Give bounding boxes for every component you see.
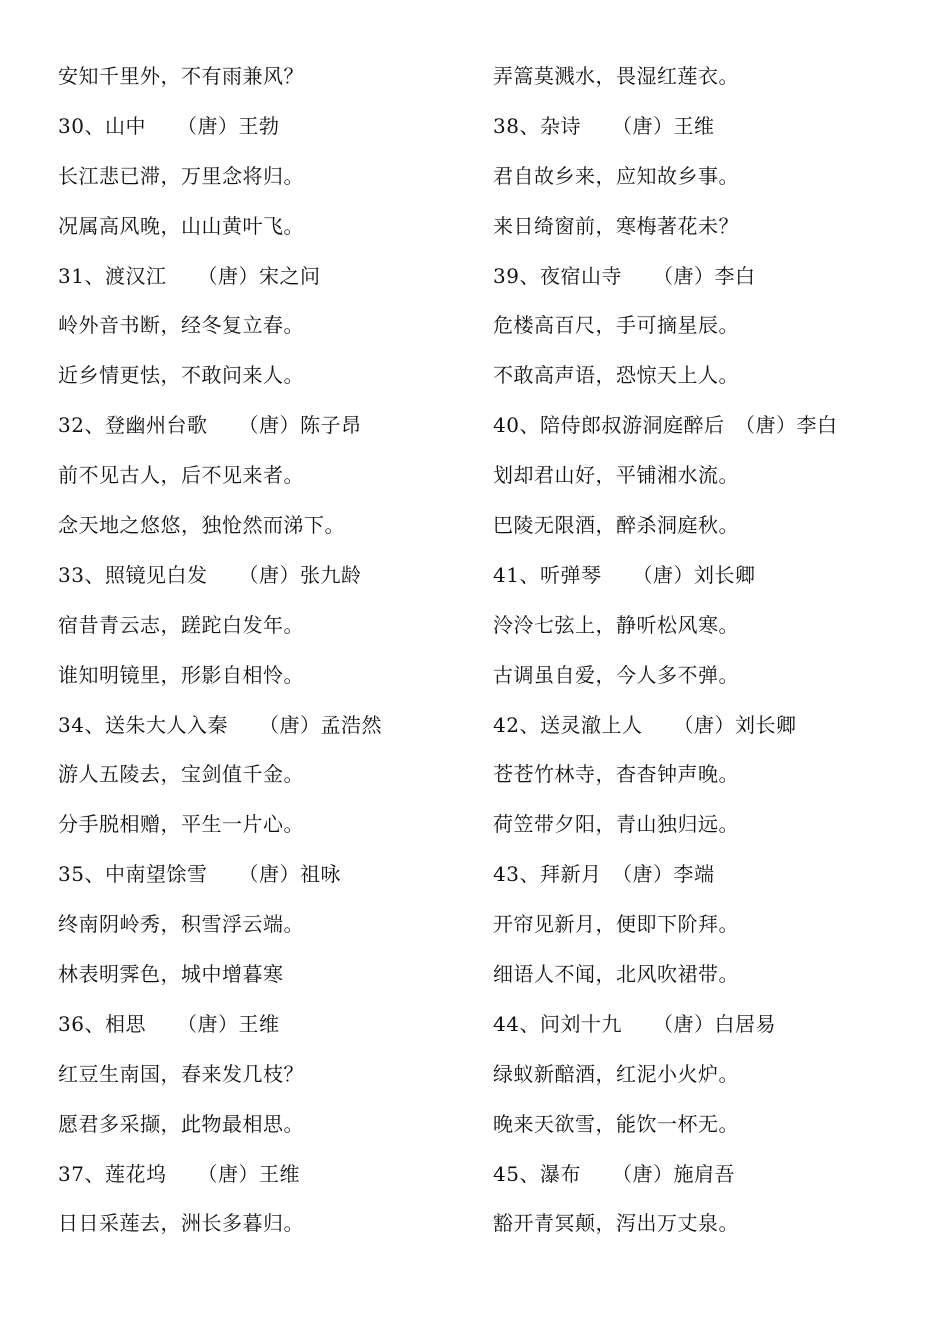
- text-line: 细语人不闻，北风吹裙带。: [493, 962, 739, 987]
- text-line: 日日采莲去，洲长多暮归。: [58, 1211, 304, 1236]
- text-line: 来日绮窗前，寒梅著花未？: [493, 213, 739, 238]
- text-line: 不敢高声语，恐惊天上人。: [493, 363, 739, 388]
- poem-heading: 31、渡汉江 （唐）宋之问: [58, 263, 321, 288]
- text-line: 宿昔青云志，蹉跎白发年。: [58, 612, 304, 637]
- text-line: 苍苍竹林寺，杳杳钟声晚。: [493, 762, 739, 787]
- text-line: 况属高风晚，山山黄叶飞。: [58, 213, 304, 238]
- text-line: 红豆生南国，春来发几枝？: [58, 1061, 304, 1086]
- text-line: 安知千里外，不有雨兼风？: [58, 64, 304, 88]
- poem-heading: 38、杂诗 （唐）王维: [493, 113, 715, 138]
- text-line: 弄篙莫溅水，畏湿红莲衣。: [493, 64, 739, 88]
- text-line: 划却君山好，平铺湘水流。: [493, 463, 739, 488]
- poem-heading: 40、陪侍郎叔游洞庭醉后 （唐）李白: [493, 413, 838, 438]
- poem-heading: 36、相思 （唐）王维: [58, 1011, 280, 1036]
- text-line: 愿君多采撷，此物最相思。: [58, 1111, 304, 1136]
- poem-heading: 41、听弹琴 （唐）刘长卿: [493, 562, 756, 587]
- poem-heading: 45、瀑布 （唐）施肩吾: [493, 1161, 735, 1186]
- poem-heading: 35、中南望馀雪 （唐）祖咏: [58, 862, 341, 887]
- text-line: 近乡情更怯，不敢问来人。: [58, 363, 304, 388]
- poem-heading: 44、问刘十九 （唐）白居易: [493, 1011, 776, 1036]
- poem-heading: 37、莲花坞 （唐）王维: [58, 1161, 300, 1186]
- document-page: [0, 52, 950, 1312]
- text-line: 古调虽自爱，今人多不弹。: [493, 662, 739, 687]
- text-line: 谁知明镜里，形影自相怜。: [58, 662, 304, 687]
- text-line: 巴陵无限酒，醉杀洞庭秋。: [493, 513, 739, 538]
- text-line: 开帘见新月，便即下阶拜。: [493, 912, 739, 937]
- text-line: 岭外音书断，经冬复立春。: [58, 313, 304, 338]
- text-line: 危楼高百尺，手可摘星辰。: [493, 313, 739, 338]
- text-line: 长江悲已滞，万里念将归。: [58, 163, 304, 188]
- poem-heading: 34、送朱大人入秦 （唐）孟浩然: [58, 712, 382, 737]
- text-line: 荷笠带夕阳，青山独归远。: [493, 812, 739, 837]
- text-line: 泠泠七弦上，静听松风寒。: [493, 612, 739, 637]
- text-line: 绿蚁新醅酒，红泥小火炉。: [493, 1061, 739, 1086]
- left-column: [58, 52, 468, 1249]
- text-line: 林表明霁色，城中增暮寒: [58, 962, 284, 987]
- text-line: 游人五陵去，宝剑值千金。: [58, 762, 304, 787]
- text-line: 终南阴岭秀，积雪浮云端。: [58, 912, 304, 937]
- poem-heading: 39、夜宿山寺 （唐）李白: [493, 263, 756, 288]
- poem-heading: 32、登幽州台歌 （唐）陈子昂: [58, 413, 362, 438]
- text-line: 分手脱相赠，平生一片心。: [58, 812, 304, 837]
- right-column: [493, 52, 933, 1249]
- text-line: 豁开青冥颠，泻出万丈泉。: [493, 1211, 739, 1236]
- text-line: 晚来天欲雪，能饮一杯无。: [493, 1111, 739, 1136]
- poem-heading: 30、山中 （唐）王勃: [58, 113, 280, 138]
- poem-heading: 42、送灵澈上人 （唐）刘长卿: [493, 712, 797, 737]
- text-line: 君自故乡来，应知故乡事。: [493, 163, 739, 188]
- text-line: 前不见古人，后不见来者。: [58, 463, 304, 488]
- poem-heading: 43、拜新月 （唐）李端: [493, 862, 715, 887]
- text-line: 念天地之悠悠，独怆然而涕下。: [58, 513, 345, 538]
- poem-heading: 33、照镜见白发 （唐）张九龄: [58, 562, 362, 587]
